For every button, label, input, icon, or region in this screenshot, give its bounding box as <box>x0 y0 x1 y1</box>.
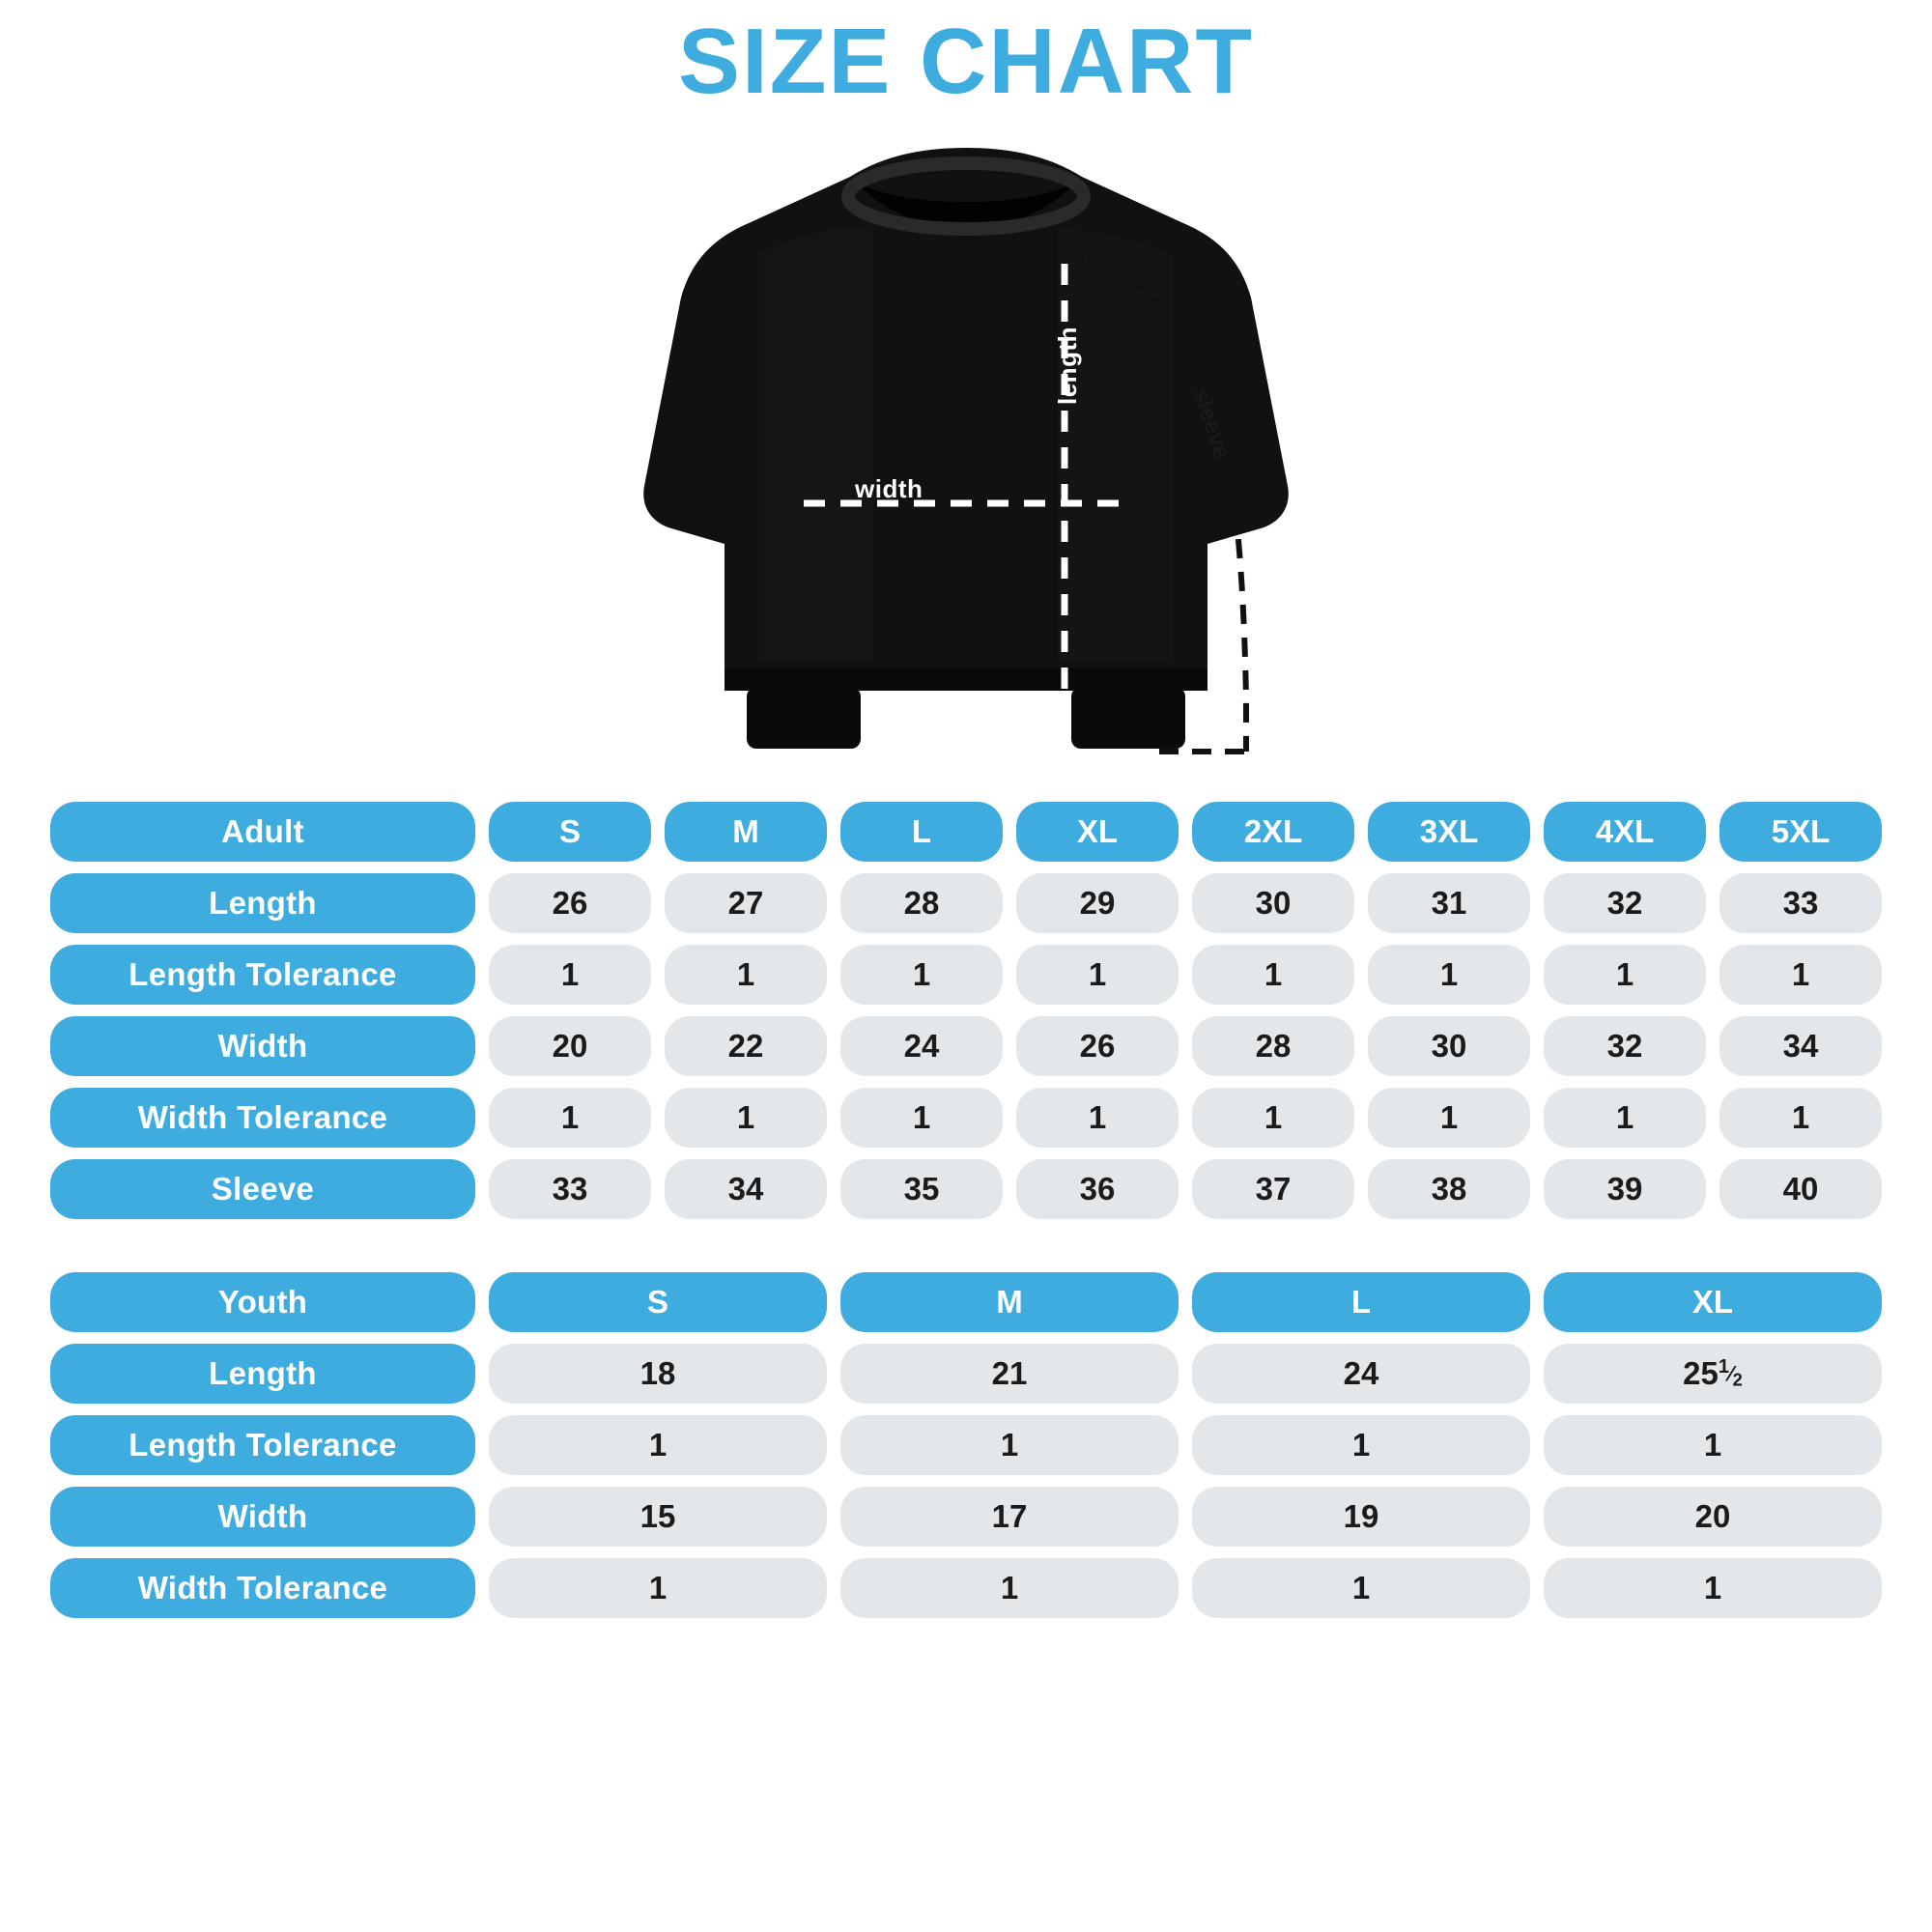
table-header-row <box>50 802 1882 862</box>
table-cell: 38 <box>1368 1159 1530 1219</box>
row-label: Sleeve <box>50 1159 475 1219</box>
table-cell: 30 <box>1368 1016 1530 1076</box>
table-header-row <box>50 1272 1882 1332</box>
table-row <box>50 1558 1882 1618</box>
size-tables <box>0 802 1932 1618</box>
table-cell: 20 <box>1544 1487 1882 1547</box>
table-cell: 39 <box>1544 1159 1706 1219</box>
table-cell: 1 <box>489 945 651 1005</box>
table-cell: 28 <box>840 873 1003 933</box>
column-header: L <box>840 802 1003 862</box>
table-cell: 1 <box>840 1558 1179 1618</box>
table-cell: 24 <box>840 1016 1003 1076</box>
row-label: Length Tolerance <box>50 945 475 1005</box>
table-row <box>50 1088 1882 1148</box>
table-cell: 1 <box>1192 945 1354 1005</box>
column-header: 5XL <box>1719 802 1882 862</box>
table-cell: 1 <box>840 1415 1179 1475</box>
table-cell: 1 <box>1192 1415 1530 1475</box>
row-label: Width Tolerance <box>50 1088 475 1148</box>
table-cell: 1 <box>489 1415 827 1475</box>
column-header: 4XL <box>1544 802 1706 862</box>
table-cell: 32 <box>1544 873 1706 933</box>
table-cell: 1 <box>1016 945 1179 1005</box>
table-cell: 1 <box>1016 1088 1179 1148</box>
table-cell: 15 <box>489 1487 827 1547</box>
table-cell: 35 <box>840 1159 1003 1219</box>
table-cell: 1 <box>1544 945 1706 1005</box>
column-header: XL <box>1544 1272 1882 1332</box>
table-cell: 1 <box>1192 1558 1530 1618</box>
table-cell: 33 <box>489 1159 651 1219</box>
table-cell: 1 <box>665 1088 827 1148</box>
table-cell: 24 <box>1192 1344 1530 1404</box>
table-cell: 26 <box>489 873 651 933</box>
table-row <box>50 1487 1882 1547</box>
row-label: Width Tolerance <box>50 1558 475 1618</box>
column-header: L <box>1192 1272 1530 1332</box>
label-length: length <box>1053 326 1082 405</box>
table-cell: 1 <box>1368 945 1530 1005</box>
measurement-guides <box>0 119 1932 795</box>
table-cell: 1 <box>1368 1088 1530 1148</box>
table-cell: 1 <box>1192 1088 1354 1148</box>
youth-table-title: Youth <box>50 1272 475 1332</box>
table-row <box>50 873 1882 933</box>
table-cell: 34 <box>665 1159 827 1219</box>
row-label: Length <box>50 873 475 933</box>
table-cell: 32 <box>1544 1016 1706 1076</box>
table-cell: 21 <box>840 1344 1179 1404</box>
table-row <box>50 945 1882 1005</box>
column-header: 3XL <box>1368 802 1530 862</box>
table-cell: 19 <box>1192 1487 1530 1547</box>
table-cell: 40 <box>1719 1159 1882 1219</box>
table-cell: 29 <box>1016 873 1179 933</box>
table-cell: 26 <box>1016 1016 1179 1076</box>
row-label: Length <box>50 1344 475 1404</box>
table-cell: 30 <box>1192 873 1354 933</box>
table-cell: 17 <box>840 1487 1179 1547</box>
table-cell: 1 <box>489 1558 827 1618</box>
column-header: S <box>489 802 651 862</box>
table-cell: 25 $^1⁄_2$ <box>1544 1344 1882 1404</box>
row-label: Length Tolerance <box>50 1415 475 1475</box>
table-row <box>50 1159 1882 1219</box>
youth-table <box>50 1272 1882 1618</box>
table-cell: 1 <box>840 1088 1003 1148</box>
table-cell: 1 <box>1719 945 1882 1005</box>
column-header: S <box>489 1272 827 1332</box>
table-cell: 1 <box>665 945 827 1005</box>
page-title: SIZE CHART <box>678 10 1254 113</box>
table-row <box>50 1016 1882 1076</box>
column-header: 2XL <box>1192 802 1354 862</box>
table-cell: 1 <box>1719 1088 1882 1148</box>
row-label: Width <box>50 1487 475 1547</box>
table-cell: 22 <box>665 1016 827 1076</box>
row-label: Width <box>50 1016 475 1076</box>
table-cell: 31 <box>1368 873 1530 933</box>
table-cell: 27 <box>665 873 827 933</box>
table-row <box>50 1344 1882 1404</box>
table-row <box>50 1415 1882 1475</box>
table-cell: 34 <box>1719 1016 1882 1076</box>
table-cell: 1 <box>1544 1088 1706 1148</box>
table-cell: 20 <box>489 1016 651 1076</box>
column-header: XL <box>1016 802 1179 862</box>
table-cell: 1 <box>1544 1415 1882 1475</box>
table-cell: 36 <box>1016 1159 1179 1219</box>
adult-table-title: Adult <box>50 802 475 862</box>
table-cell: 1 <box>840 945 1003 1005</box>
table-cell: 1 <box>489 1088 651 1148</box>
table-cell: 18 <box>489 1344 827 1404</box>
table-cell: 33 <box>1719 873 1882 933</box>
table-cell: 37 <box>1192 1159 1354 1219</box>
column-header: M <box>840 1272 1179 1332</box>
table-cell: 1 <box>1544 1558 1882 1618</box>
label-sleeve: sleeve <box>1187 384 1236 463</box>
adult-table <box>50 802 1882 1219</box>
label-width: width <box>855 473 923 503</box>
garment-diagram <box>0 119 1932 795</box>
column-header: M <box>665 802 827 862</box>
table-cell: 28 <box>1192 1016 1354 1076</box>
